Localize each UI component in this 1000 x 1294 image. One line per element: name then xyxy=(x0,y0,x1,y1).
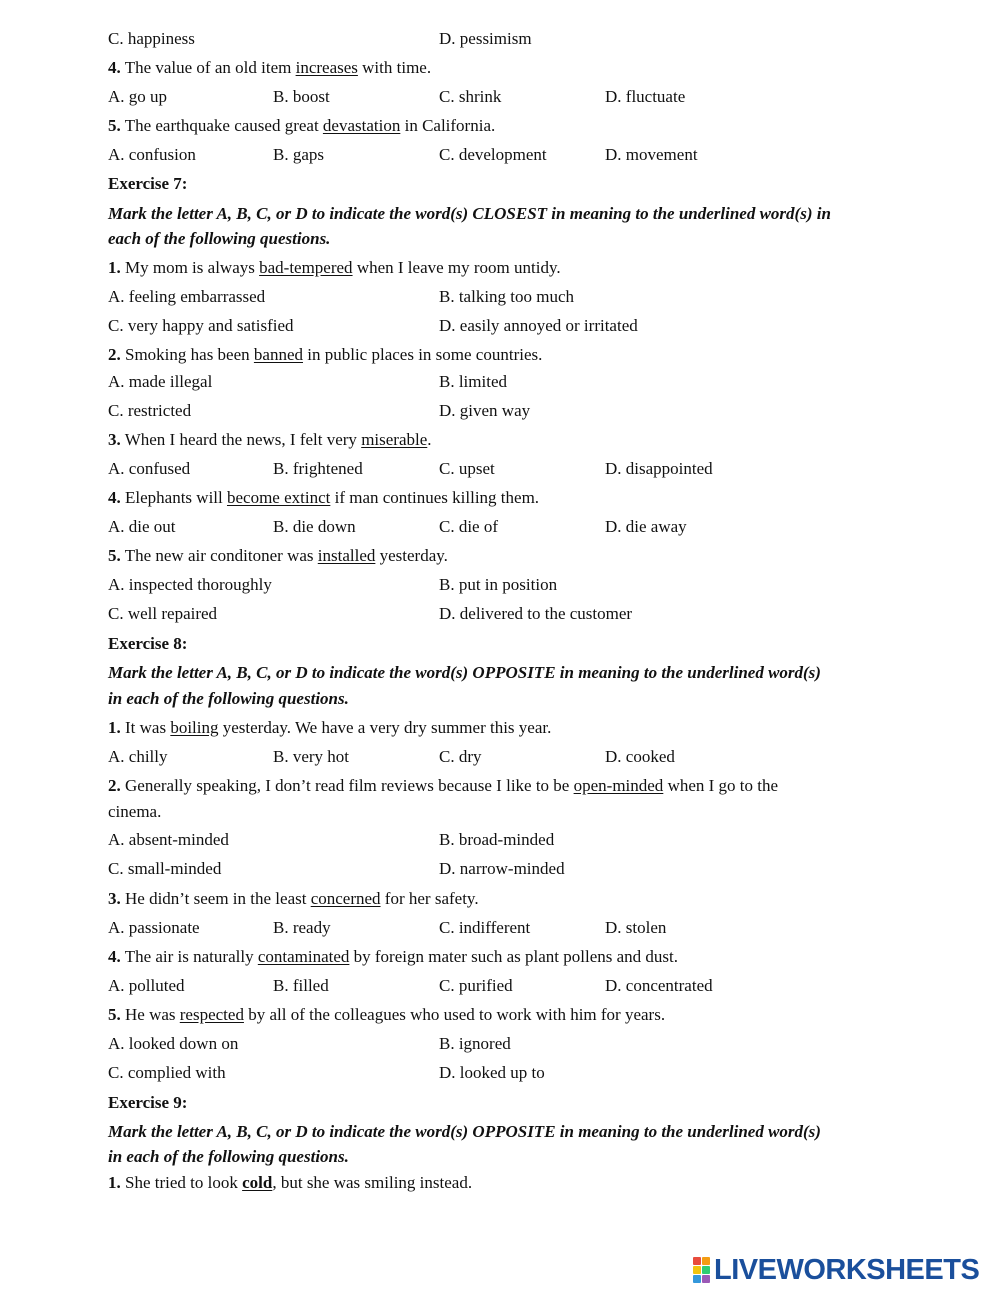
liveworksheets-logo xyxy=(693,1255,979,1285)
question-3: 3. When I heard the news, I felt very miserable. xyxy=(108,430,432,449)
question-1: 1. She tried to look cold, but she was smiling instead. xyxy=(108,1173,473,1192)
option-a[interactable]: A. chilly xyxy=(108,747,168,766)
underlined-word: become extinct xyxy=(226,488,331,507)
option-c[interactable]: C. dry xyxy=(439,747,482,766)
underlined-word: bad-tempered xyxy=(259,258,353,277)
option-c[interactable]: C. small-minded xyxy=(108,859,222,878)
underlined-word: installed xyxy=(317,546,376,565)
logo-blocks-icon xyxy=(693,1257,710,1283)
question-5: 5. The new air conditoner was installed yesterday. xyxy=(108,546,448,565)
underlined-word: contaminated xyxy=(257,947,350,966)
option-c[interactable]: C. happiness xyxy=(108,29,195,48)
exercise-9-title: Exercise 9: xyxy=(108,1093,188,1112)
underlined-word: miserable xyxy=(361,430,428,449)
question-2: 2. Smoking has been banned in public places in some countries. xyxy=(108,345,543,364)
option-d[interactable]: D. stolen xyxy=(605,918,667,937)
underlined-word: boiling xyxy=(170,718,219,737)
option-d[interactable]: D. cooked xyxy=(605,747,675,766)
exercise-7-title: Exercise 7: xyxy=(108,174,188,193)
option-c[interactable]: C. indifferent xyxy=(439,918,531,937)
underlined-word: open-minded xyxy=(573,776,664,795)
option-b[interactable]: B. frightened xyxy=(273,459,363,478)
option-d[interactable]: D. disappointed xyxy=(605,459,713,478)
option-c[interactable]: C. development xyxy=(439,145,547,164)
option-b[interactable]: B. filled xyxy=(273,976,329,995)
option-a[interactable]: A. passionate xyxy=(108,918,200,937)
option-b[interactable]: B. boost xyxy=(273,87,330,106)
option-b[interactable]: B. gaps xyxy=(273,145,324,164)
question-4: 4. The value of an old item increases with time. xyxy=(108,58,432,77)
option-d[interactable]: D. easily annoyed or irritated xyxy=(439,316,638,335)
option-c[interactable]: C. well repaired xyxy=(108,604,218,623)
option-d[interactable]: D. looked up to xyxy=(439,1063,545,1082)
option-a[interactable]: A. polluted xyxy=(108,976,185,995)
underlined-word: respected xyxy=(179,1005,244,1024)
option-b[interactable]: B. put in position xyxy=(439,575,558,594)
exercise-7-instruction: Mark the letter A, B, C, or D to indicate the word(s) CLOSEST in meaning to the underlined word(s) in xyxy=(108,204,831,223)
option-d[interactable]: D. narrow-minded xyxy=(439,859,565,878)
question-1: 1. My mom is always bad-tempered when I leave my room untidy. xyxy=(108,258,561,277)
logo-text: LIVEWORKSHEETS xyxy=(714,1254,980,1286)
exercise-9-instruction-cont: in each of the following questions. xyxy=(108,1147,349,1166)
option-a[interactable]: A. go up xyxy=(108,87,168,106)
option-a[interactable]: A. inspected thoroughly xyxy=(108,575,272,594)
option-b[interactable]: B. die down xyxy=(273,517,356,536)
option-d[interactable]: D. fluctuate xyxy=(605,87,686,106)
question-2: 2. Generally speaking, I don’t read film reviews because I like to be open-minded when I go to the xyxy=(108,776,779,795)
underlined-word: concerned xyxy=(310,889,381,908)
option-b[interactable]: B. ready xyxy=(273,918,331,937)
option-a[interactable]: A. confusion xyxy=(108,145,196,164)
question-2-cont: cinema. xyxy=(108,802,162,821)
exercise-7-instruction-cont: each of the following questions. xyxy=(108,229,331,248)
option-b[interactable]: B. very hot xyxy=(273,747,350,766)
question-4: 4. The air is naturally contaminated by foreign mater such as plant pollens and dust. xyxy=(108,947,678,966)
option-c[interactable]: C. very happy and satisfied xyxy=(108,316,294,335)
option-c[interactable]: C. purified xyxy=(439,976,513,995)
option-c[interactable]: C. shrink xyxy=(439,87,502,106)
option-a[interactable]: A. absent-minded xyxy=(108,830,229,849)
option-b[interactable]: B. ignored xyxy=(439,1034,511,1053)
option-c[interactable]: C. die of xyxy=(439,517,499,536)
option-b[interactable]: B. limited xyxy=(439,372,507,391)
option-a[interactable]: A. die out xyxy=(108,517,176,536)
underlined-word: devastation xyxy=(322,116,401,135)
exercise-8-instruction: Mark the letter A, B, C, or D to indicate the word(s) OPPOSITE in meaning to the underlined word(s) xyxy=(108,663,821,682)
option-d[interactable]: D. delivered to the customer xyxy=(439,604,633,623)
question-1: 1. It was boiling yesterday. We have a very dry summer this year. xyxy=(108,718,552,737)
exercise-8-title: Exercise 8: xyxy=(108,634,188,653)
exercise-9-instruction: Mark the letter A, B, C, or D to indicate the word(s) OPPOSITE in meaning to the underlined word(s) xyxy=(108,1122,821,1141)
underlined-word: cold xyxy=(242,1173,273,1192)
option-b[interactable]: B. broad-minded xyxy=(439,830,555,849)
option-a[interactable]: A. feeling embarrassed xyxy=(108,287,266,306)
option-a[interactable]: A. looked down on xyxy=(108,1034,239,1053)
option-c[interactable]: C. upset xyxy=(439,459,495,478)
underlined-word: banned xyxy=(253,345,303,364)
question-4: 4. Elephants will become extinct if man continues killing them. xyxy=(108,488,540,507)
question-3: 3. He didn’t seem in the least concerned for her safety. xyxy=(108,889,479,908)
option-a[interactable]: A. confused xyxy=(108,459,191,478)
exercise-8-instruction-cont: in each of the following questions. xyxy=(108,689,349,708)
option-d[interactable]: D. given way xyxy=(439,401,531,420)
option-d[interactable]: D. die away xyxy=(605,517,687,536)
option-b[interactable]: B. talking too much xyxy=(439,287,575,306)
option-c[interactable]: C. restricted xyxy=(108,401,192,420)
question-5: 5. The earthquake caused great devastation in California. xyxy=(108,116,496,135)
option-d[interactable]: D. concentrated xyxy=(605,976,713,995)
option-a[interactable]: A. made illegal xyxy=(108,372,213,391)
option-d[interactable]: D. pessimism xyxy=(439,29,532,48)
underlined-word: increases xyxy=(295,58,358,77)
option-c[interactable]: C. complied with xyxy=(108,1063,226,1082)
option-d[interactable]: D. movement xyxy=(605,145,698,164)
question-5: 5. He was respected by all of the colleagues who used to work with him for years. xyxy=(108,1005,666,1024)
